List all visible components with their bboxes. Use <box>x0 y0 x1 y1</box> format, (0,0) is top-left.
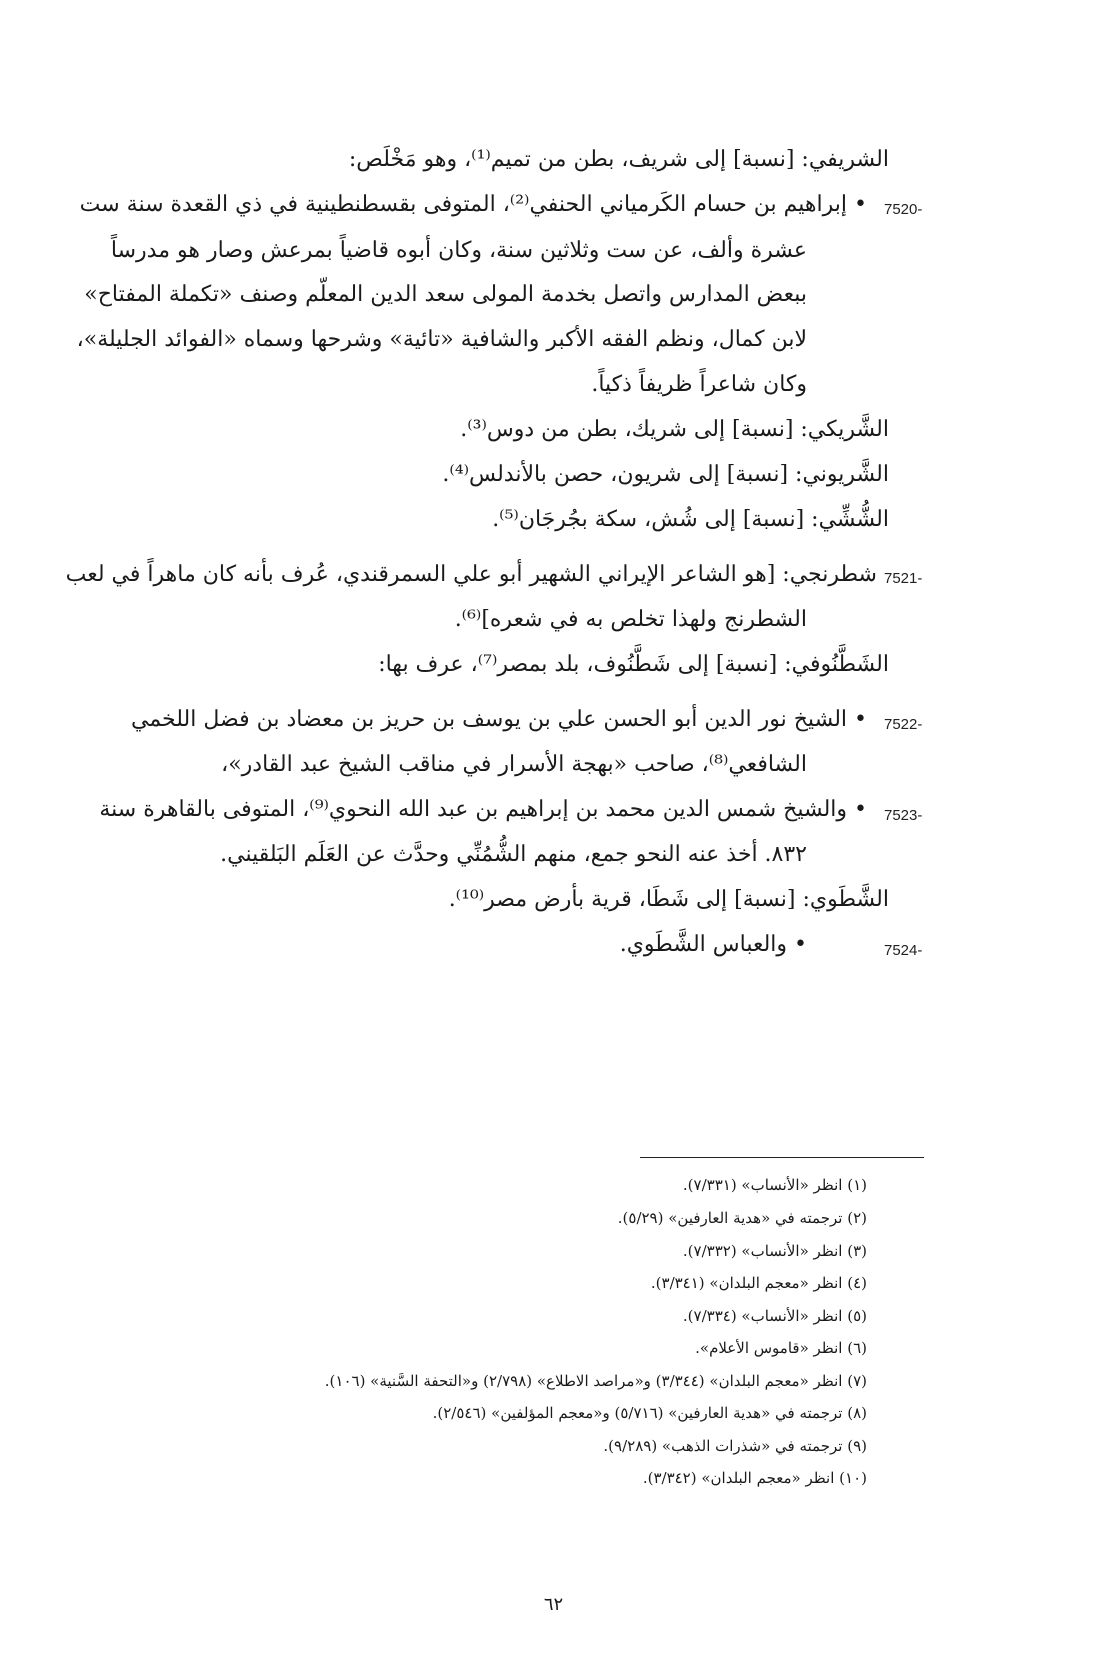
footnote-2: (٢) ترجمته في «هدية العارفين» (٥/٢٩). <box>617 1209 867 1227</box>
entry-heading-shariki: الشَّريكي: [نسبة] إلى شريك، بطن من دوس⁽³⁾. <box>460 417 889 442</box>
footnote-3: (٣) انظر «الأنساب» (٧/٣٣٢). <box>682 1242 867 1260</box>
entry-line: ببعض المدارس واتصل بخدمة المولى سعد الدين المعلّم وصنف «تكملة المفتاح» <box>84 282 807 307</box>
entry-line: • الشيخ نور الدين أبو الحسن علي بن يوسف بن حريز بن معضاد بن فضل اللخمي <box>130 707 867 732</box>
entry-heading-sharifi: الشريفي: [نسبة] إلى شريف، بطن من تميم⁽¹⁾، وهو مَخْلَص: <box>348 147 889 172</box>
entry-line: • والعباس الشَّطَوي. <box>619 932 807 957</box>
entry-number-7520: 7520- <box>884 201 923 218</box>
entry-line: عشرة وألف، عن ست وثلاثين سنة، وكان أبوه قاضياً بمرعش وصار هو مدرساً <box>110 238 807 263</box>
entry-number-7524: 7524- <box>884 942 923 959</box>
entry-line: وكان شاعراً ظريفاً ذكياً. <box>591 372 807 397</box>
page-number: ٦٢ <box>543 1594 564 1615</box>
footnote-7: (٧) انظر «معجم البلدان» (٣/٣٤٤) و«مراصد الاطلاع» (٢/٧٩٨) و«التحفة السَّنية» (١٠٦). <box>324 1372 867 1390</box>
footnote-10: (١٠) انظر «معجم البلدان» (٣/٣٤٢). <box>642 1469 867 1487</box>
entry-number-7522: 7522- <box>884 716 923 733</box>
footnote-5: (٥) انظر «الأنساب» (٧/٣٣٤). <box>682 1307 867 1325</box>
entry-number-7521: 7521- <box>884 570 923 587</box>
entry-heading-shushi: الشُّشِّي: [نسبة] إلى شُش، سكة بجُرجَان⁽⁵⁾. <box>492 507 889 532</box>
footnote-9: (٩) ترجمته في «شذرات الذهب» (٩/٢٨٩). <box>603 1437 867 1455</box>
entry-heading-sharyuni: الشَّريوني: [نسبة] إلى شريون، حصن بالأندلس⁽⁴⁾. <box>442 462 889 487</box>
entry-number-7523: 7523- <box>884 807 923 824</box>
footnote-separator <box>640 1157 924 1158</box>
footnote-1: (١) انظر «الأنساب» (٧/٣٣١). <box>682 1176 867 1194</box>
entry-line: • إبراهيم بن حسام الكَرمياني الحنفي⁽²⁾، المتوفى بقسطنطينية في ذي القعدة سنة ست <box>79 192 867 217</box>
entry-heading-shattanufi: الشَطَّنُوفي: [نسبة] إلى شَطَّنُوف، بلد بمصر⁽⁷⁾، عرف بها: <box>378 652 889 677</box>
entry-line: لابن كمال، ونظم الفقه الأكبر والشافية «تائية» وشرحها وسماه «الفوائد الجليلة»، <box>76 327 807 352</box>
footnote-4: (٤) انظر «معجم البلدان» (٣/٣٤١). <box>650 1274 867 1292</box>
entry-line: • والشيخ شمس الدين محمد بن إبراهيم بن عبد الله النحوي⁽⁹⁾، المتوفى بالقاهرة سنة <box>99 797 867 822</box>
entry-heading-shatawi: الشَّطَوي: [نسبة] إلى شَطَا، قرية بأرض مصر⁽¹⁰⁾. <box>448 887 889 912</box>
footnote-6: (٦) انظر «قاموس الأعلام». <box>695 1339 867 1357</box>
footnote-8: (٨) ترجمته في «هدية العارفين» (٥/٧١٦) و«معجم المؤلفين» (٢/٥٤٦). <box>432 1404 867 1422</box>
entry-line: شطرنجي: [هو الشاعر الإيراني الشهير أبو علي السمرقندي، عُرف بأنه كان ماهراً في لعب <box>65 562 877 587</box>
entry-line: الشطرنج ولهذا تخلص به في شعره]⁽⁶⁾. <box>454 607 807 632</box>
entry-line: الشافعي⁽⁸⁾، صاحب «بهجة الأسرار في مناقب الشيخ عبد القادر»، <box>221 752 807 777</box>
entry-line: ٨٣٢. أخذ عنه النحو جمع، منهم الشُّمُنِّي وحدَّث عن العَلَم البَلقيني. <box>220 842 807 867</box>
